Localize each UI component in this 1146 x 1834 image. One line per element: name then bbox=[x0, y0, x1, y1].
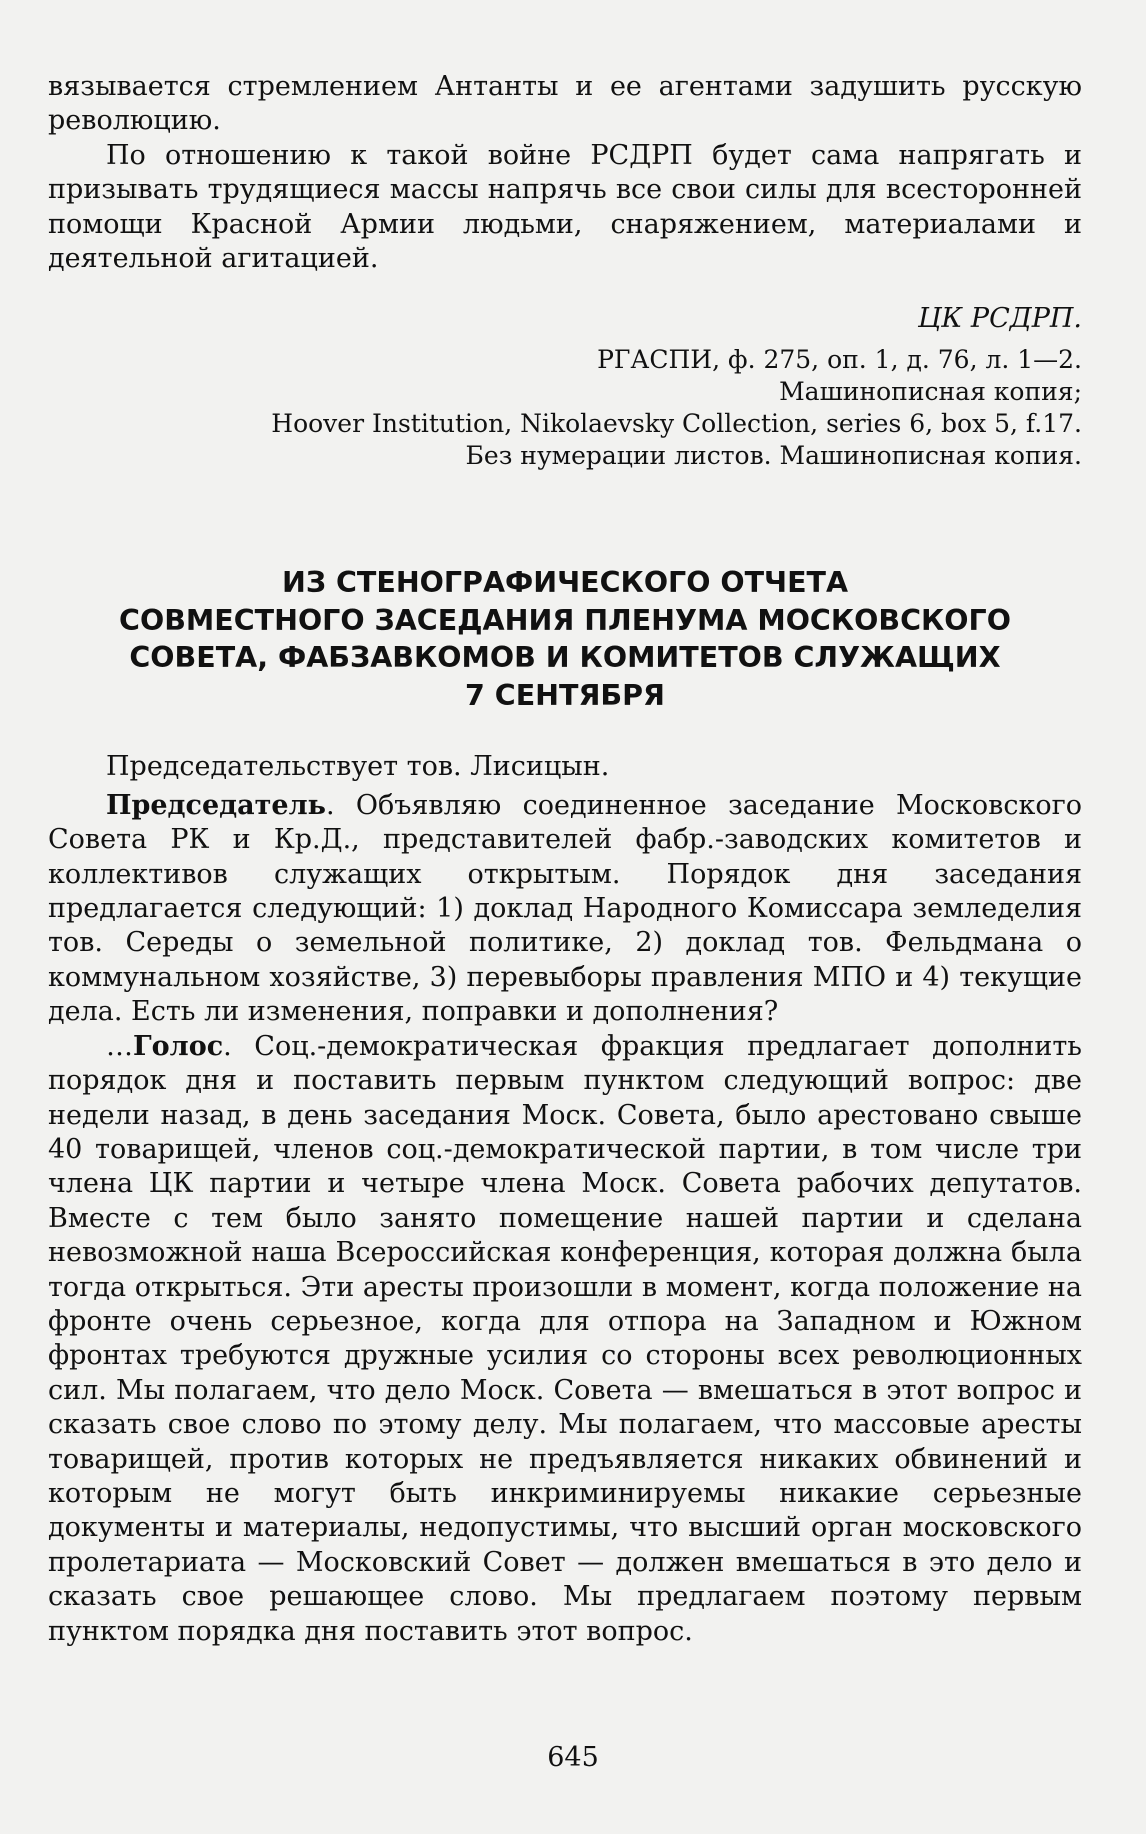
source-line: Hoover Institution, Nikolaevsky Collection, series 6, box 5, f.17. bbox=[271, 409, 1082, 439]
heading-line: СОВМЕСТНОГО ЗАСЕДАНИЯ ПЛЕНУМА МОСКОВСКОГО bbox=[119, 603, 1011, 637]
war-support-paragraph: По отношению к такой войне РСДРП будет сама напрягать и призывать трудящиеся массы напрячь все свои силы для всесторонней помощи Красной Армии людьми, снаряжением, материалами и деятельной агитацией. bbox=[48, 139, 1082, 275]
chairman-speech bbox=[48, 789, 1082, 1030]
heading-line: СОВЕТА, ФАБЗАВКОМОВ И КОМИТЕТОВ СЛУЖАЩИХ bbox=[129, 641, 1001, 675]
speaker-name: Голос bbox=[133, 1030, 224, 1062]
heading-line: 7 СЕНТЯБРЯ bbox=[465, 678, 665, 712]
speech-text: . Соц.-демократическая фракция предлагает дополнить порядок дня и поставить первым пунктом следующий вопрос: две недели назад, в день заседания Моск. Совета, было арестовано свыше 40 товарищей, членов соц.-демократической партии, в том числе три члена ЦК партии и четыре члена Моск. Совета рабочих депутатов. Вместе с тем было занято помещение нашей партии и сделана невозможной наша Всероссийская конференция, которая должна была тогда открыться. Эти аресты произошли в момент, когда положение на фронте очень серьезное, когда для отпора на Западном и Южном фронтах требуются дружные усилия со стороны всех революционных сил. Мы полагаем, что дело Моск. Совета — вмешаться в этот вопрос и сказать свое слово по этому делу. Мы полагаем, что массовые аресты товарищей, против которых не предъявляется никаких обвинений и которым не могут быть инкриминируемы никакие серьезные документы и материалы, недопустимы, что высший орган московского пролетариата — Московский Совет — должен вмешаться в это дело и сказать свое решающее слово. Мы предлагаем поэтому первым пунктом порядка дня поставить этот вопрос. bbox=[48, 1030, 1082, 1647]
signature: ЦК РСДРП. bbox=[917, 303, 1082, 335]
heading-line: ИЗ СТЕНОГРАФИЧЕСКОГО ОТЧЕТА bbox=[281, 566, 849, 600]
voice-speech bbox=[48, 1030, 1082, 1649]
chair-line: Председательствует тов. Лисицын. bbox=[106, 751, 610, 783]
speech-text: . Объявляю соединенное заседание Московского Совета РК и Кр.Д., представителей фабр.-заводских комитетов и коллективов служащих открытым. Порядок дня заседания предлагается следующий: 1) доклад Народного Комиссара земледелия тов. Середы о земельной политике, 2) доклад тов. Фельдмана о коммунальном хозяйстве, 3) перевыборы правления МПО и 4) текущие дела. Есть ли изменения, поправки и дополнения? bbox=[48, 789, 1082, 1028]
page-number: 645 bbox=[547, 1742, 599, 1773]
speaker-name: Председатель bbox=[106, 789, 326, 821]
ellipsis: … bbox=[106, 1030, 133, 1062]
continuation-paragraph: вязывается стремлением Антанты и ее агентами задушить русскую революцию. bbox=[48, 71, 1082, 137]
source-line: Машинописная копия; bbox=[779, 377, 1082, 407]
source-line: РГАСПИ, ф. 275, оп. 1, д. 76, л. 1—2. bbox=[597, 345, 1082, 375]
section-heading bbox=[48, 564, 1082, 714]
document-page bbox=[48, 70, 1082, 1649]
source-line: Без нумерации листов. Машинописная копия. bbox=[465, 441, 1082, 471]
